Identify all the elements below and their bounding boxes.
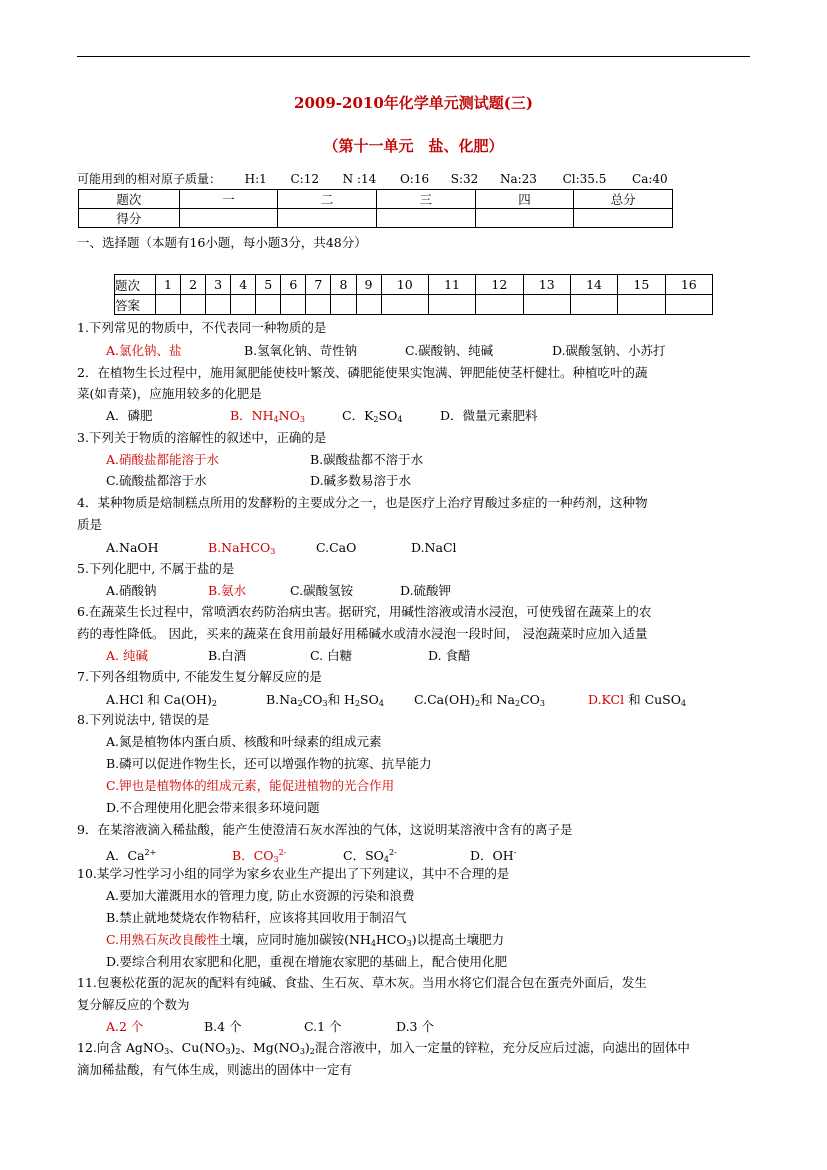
- answer-cell[interactable]: [331, 295, 356, 315]
- q9-option-c: C．$SO_4^{2-}$: [343, 848, 397, 864]
- answer-number: 8: [331, 275, 356, 295]
- q7-option-d: D.KCl 和 CuSO$_4$: [588, 692, 687, 708]
- answer-number: 12: [476, 275, 523, 295]
- score-header: 四: [475, 190, 574, 209]
- q9-option-d: D．OH-: [470, 848, 517, 863]
- score-cell[interactable]: [574, 209, 673, 228]
- score-header: 总分: [574, 190, 673, 209]
- answer-number: 1: [156, 275, 181, 295]
- q6-stem-2: 药的毒性降低。 因此，买来的蔬菜在食用前最好用稀碱水或清水浸泡一段时间， 浸泡蔬菜时应加入适量: [77, 626, 648, 641]
- answer-number: 14: [570, 275, 617, 295]
- q2-option-b: B．$NH_4NO_3$: [230, 408, 305, 424]
- score-header: 二: [278, 190, 377, 209]
- answer-number: 13: [523, 275, 570, 295]
- q6-option-d: D. 食醋: [428, 648, 471, 663]
- q1-option-d: D.碳酸氢钠、小苏打: [552, 343, 666, 358]
- q11-stem-1: 11.包裹松花蛋的泥灰的配料有纯碱、食盐、生石灰、草木灰。当用水将它们混合包在蛋壳外面后，发生: [77, 975, 647, 990]
- score-row-label: 得分: [79, 209, 180, 228]
- q11-option-c: C.1 个: [304, 1019, 342, 1034]
- q7-option-a: A.HCl 和 $Ca(OH)_2$: [106, 692, 217, 708]
- answer-number: 2: [181, 275, 206, 295]
- q5-stem: 5.下列化肥中, 不属于盐的是: [77, 561, 235, 576]
- q10-stem: 10.某学习性学习小组的同学为家乡农业生产提出了下列建议，其中不合理的是: [77, 866, 510, 881]
- q3-option-c: C.硫酸盐都溶于水: [106, 473, 207, 488]
- answer-number: 15: [618, 275, 665, 295]
- q8-option-c: C.钾也是植物体的组成元素，能促进植物的光合作用: [106, 778, 395, 793]
- answer-cell[interactable]: [356, 295, 381, 315]
- q7-option-b: $B.Na_2CO_3$和 $H_2SO_4$: [266, 692, 384, 708]
- q1-option-a: A.氯化钠、盐: [106, 343, 182, 358]
- atomic-mass-c: C:12: [290, 172, 319, 186]
- score-header: 三: [376, 190, 475, 209]
- q12-stem-1: 12.向含 AgNO$_3$、$Cu(NO_3)_2$、$Mg(NO_3)_2$混合溶液中，加入一定量的锌粒，充分反应后过滤，向滤出的固体中: [77, 1040, 690, 1056]
- q2-option-a: A．磷肥: [106, 408, 153, 423]
- q5-option-b: B.氨水: [208, 583, 247, 598]
- q8-stem: 8.下列说法中, 错误的是: [77, 712, 210, 727]
- q10-option-a: A.要加大灌溉用水的管理力度, 防止水资源的污染和浪费: [106, 888, 415, 903]
- q7-option-c: $C.Ca(OH)_2$和 $Na_2CO_3$: [414, 692, 545, 708]
- q8-option-a: A.氮是植物体内蛋白质、核酸和叶绿素的组成元素: [106, 734, 382, 749]
- answer-cell[interactable]: [181, 295, 206, 315]
- q7-stem: 7.下列各组物质中, 不能发生复分解反应的是: [77, 669, 322, 684]
- section-heading: 一、选择题（本题有16小题，每小题3分，共48分）: [77, 235, 367, 250]
- score-cell[interactable]: [376, 209, 475, 228]
- q11-option-a: A.2 个: [106, 1019, 144, 1034]
- answer-cell[interactable]: [306, 295, 331, 315]
- q4-stem-2: 质是: [77, 517, 103, 532]
- answer-cell[interactable]: [281, 295, 306, 315]
- score-header: 题次: [79, 190, 180, 209]
- q4-stem-1: 4．某种物质是焙制糕点所用的发酵粉的主要成分之一，也是医疗上治疗胃酸过多症的一种药剂，这种物: [77, 495, 648, 510]
- score-header: 一: [179, 190, 278, 209]
- q9-option-b: B．$CO_3^{2-}$: [232, 848, 287, 864]
- q11-stem-2: 复分解反应的个数为: [77, 997, 190, 1012]
- score-cell[interactable]: [278, 209, 377, 228]
- answer-cell[interactable]: [665, 295, 712, 315]
- answer-cell[interactable]: [523, 295, 570, 315]
- answer-number: 3: [206, 275, 231, 295]
- answer-number: 4: [231, 275, 256, 295]
- answer-cell[interactable]: [618, 295, 665, 315]
- q12-stem-2: 滴加稀盐酸，有气体生成，则滤出的固体中一定有: [77, 1062, 353, 1077]
- answer-cell[interactable]: [231, 295, 256, 315]
- page-subtitle: （第十一单元 盐、化肥）: [323, 137, 504, 155]
- q6-option-c: C. 白糖: [310, 648, 353, 663]
- q9-stem: 9．在某溶液滴入稀盐酸，能产生使澄清石灰水浑浊的气体，这说明某溶液中含有的离子是: [77, 822, 573, 837]
- q3-option-d: D.碱多数易溶于水: [310, 473, 412, 488]
- header-rule: [77, 56, 750, 57]
- q8-option-d: D.不合理使用化肥会带来很多环境问题: [106, 800, 320, 815]
- score-cell[interactable]: [179, 209, 278, 228]
- score-table: [78, 189, 673, 228]
- q4-option-a: A.NaOH: [106, 540, 159, 555]
- q10-option-c: C.用熟石灰改良酸性土壤，应同时施加碳铵$(NH_4HCO_3)$以提高土壤肥力: [106, 932, 505, 948]
- q2-stem-1: 2．在植物生长过程中，施用氮肥能使枝叶繁茂、磷肥能使果实饱满、钾肥能使茎杆健壮。种植吃叶的蔬: [77, 365, 648, 380]
- atomic-mass-s: S:32: [450, 172, 479, 186]
- q11-option-d: D.3 个: [396, 1019, 434, 1034]
- q3-option-a: A.硝酸盐都能溶于水: [106, 452, 220, 467]
- q8-option-b: B.磷可以促进作物生长，还可以增强作物的抗寒、抗旱能力: [106, 756, 432, 771]
- q11-option-b: B.4 个: [204, 1019, 242, 1034]
- answer-cell[interactable]: [570, 295, 617, 315]
- answer-row-label: 答案: [115, 295, 156, 315]
- q5-option-a: A.硝酸钠: [106, 583, 157, 598]
- score-cell[interactable]: [475, 209, 574, 228]
- q3-option-b: B.碳酸盐都不溶于水: [310, 452, 424, 467]
- q4-option-d: D.NaCl: [411, 540, 457, 555]
- q1-option-c: C.碳酸钠、纯碱: [405, 343, 494, 358]
- answer-number: 5: [256, 275, 281, 295]
- atomic-mass-line: [77, 170, 668, 187]
- answer-cell[interactable]: [156, 295, 181, 315]
- q10-option-d: D.要综合利用农家肥和化肥，重视在增施农家肥的基础上，配合使用化肥: [106, 954, 508, 969]
- q1-stem: 1.下列常见的物质中，不代表同一种物质的是: [77, 320, 327, 335]
- answer-number: 9: [356, 275, 381, 295]
- q5-option-d: D.硫酸钾: [400, 583, 452, 598]
- atomic-mass-cl: Cl:35.5: [562, 172, 607, 186]
- answer-number: 16: [665, 275, 712, 295]
- answer-cell[interactable]: [428, 295, 475, 315]
- atomic-mass-na: Na:23: [499, 172, 537, 186]
- atomic-mass-h: H:1: [244, 172, 267, 186]
- q6-option-b: B.白酒: [208, 648, 247, 663]
- q4-option-b: B.NaHCO$_3$: [208, 540, 276, 556]
- atomic-mass-ca: Ca:40: [632, 172, 668, 186]
- q6-option-a: A. 纯碱: [106, 648, 148, 663]
- q2-option-c: C．$K_2SO_4$: [342, 408, 403, 424]
- answer-table: [114, 274, 713, 315]
- q2-option-d: D．微量元素肥料: [440, 408, 538, 423]
- answer-number: 11: [428, 275, 475, 295]
- q9-option-a: A．$Ca^{2+}$: [106, 848, 157, 863]
- answer-number: 7: [306, 275, 331, 295]
- answer-number: 10: [381, 275, 428, 295]
- atomic-mass-o: O:16: [399, 172, 430, 186]
- q4-option-c: C.CaO: [316, 540, 357, 555]
- answer-cell[interactable]: [206, 295, 231, 315]
- q3-stem: 3.下列关于物质的溶解性的叙述中，正确的是: [77, 430, 327, 445]
- atomic-mass-label: 可能用到的相对原子质量：: [77, 172, 222, 186]
- q2-stem-2: 菜(如青菜)，应施用较多的化肥是: [77, 386, 262, 401]
- atomic-mass-n: N :14: [342, 172, 377, 186]
- q10-option-b: B.禁止就地焚烧农作物秸秆，应该将其回收用于制沼气: [106, 910, 407, 925]
- answer-number: 6: [281, 275, 306, 295]
- answer-row-label: 题次: [115, 275, 156, 295]
- answer-cell[interactable]: [256, 295, 281, 315]
- answer-cell[interactable]: [476, 295, 523, 315]
- q6-stem-1: 6.在蔬菜生长过程中，常喷洒农药防治病虫害。据研究，用碱性溶液或清水浸泡，可使残留在蔬菜上的农: [77, 604, 652, 619]
- page-title: 2009-2010年化学单元测试题(三): [294, 94, 533, 112]
- q5-option-c: C.碳酸氢铵: [290, 583, 354, 598]
- q1-option-b: B.氢氧化钠、苛性钠: [244, 343, 358, 358]
- answer-cell[interactable]: [381, 295, 428, 315]
